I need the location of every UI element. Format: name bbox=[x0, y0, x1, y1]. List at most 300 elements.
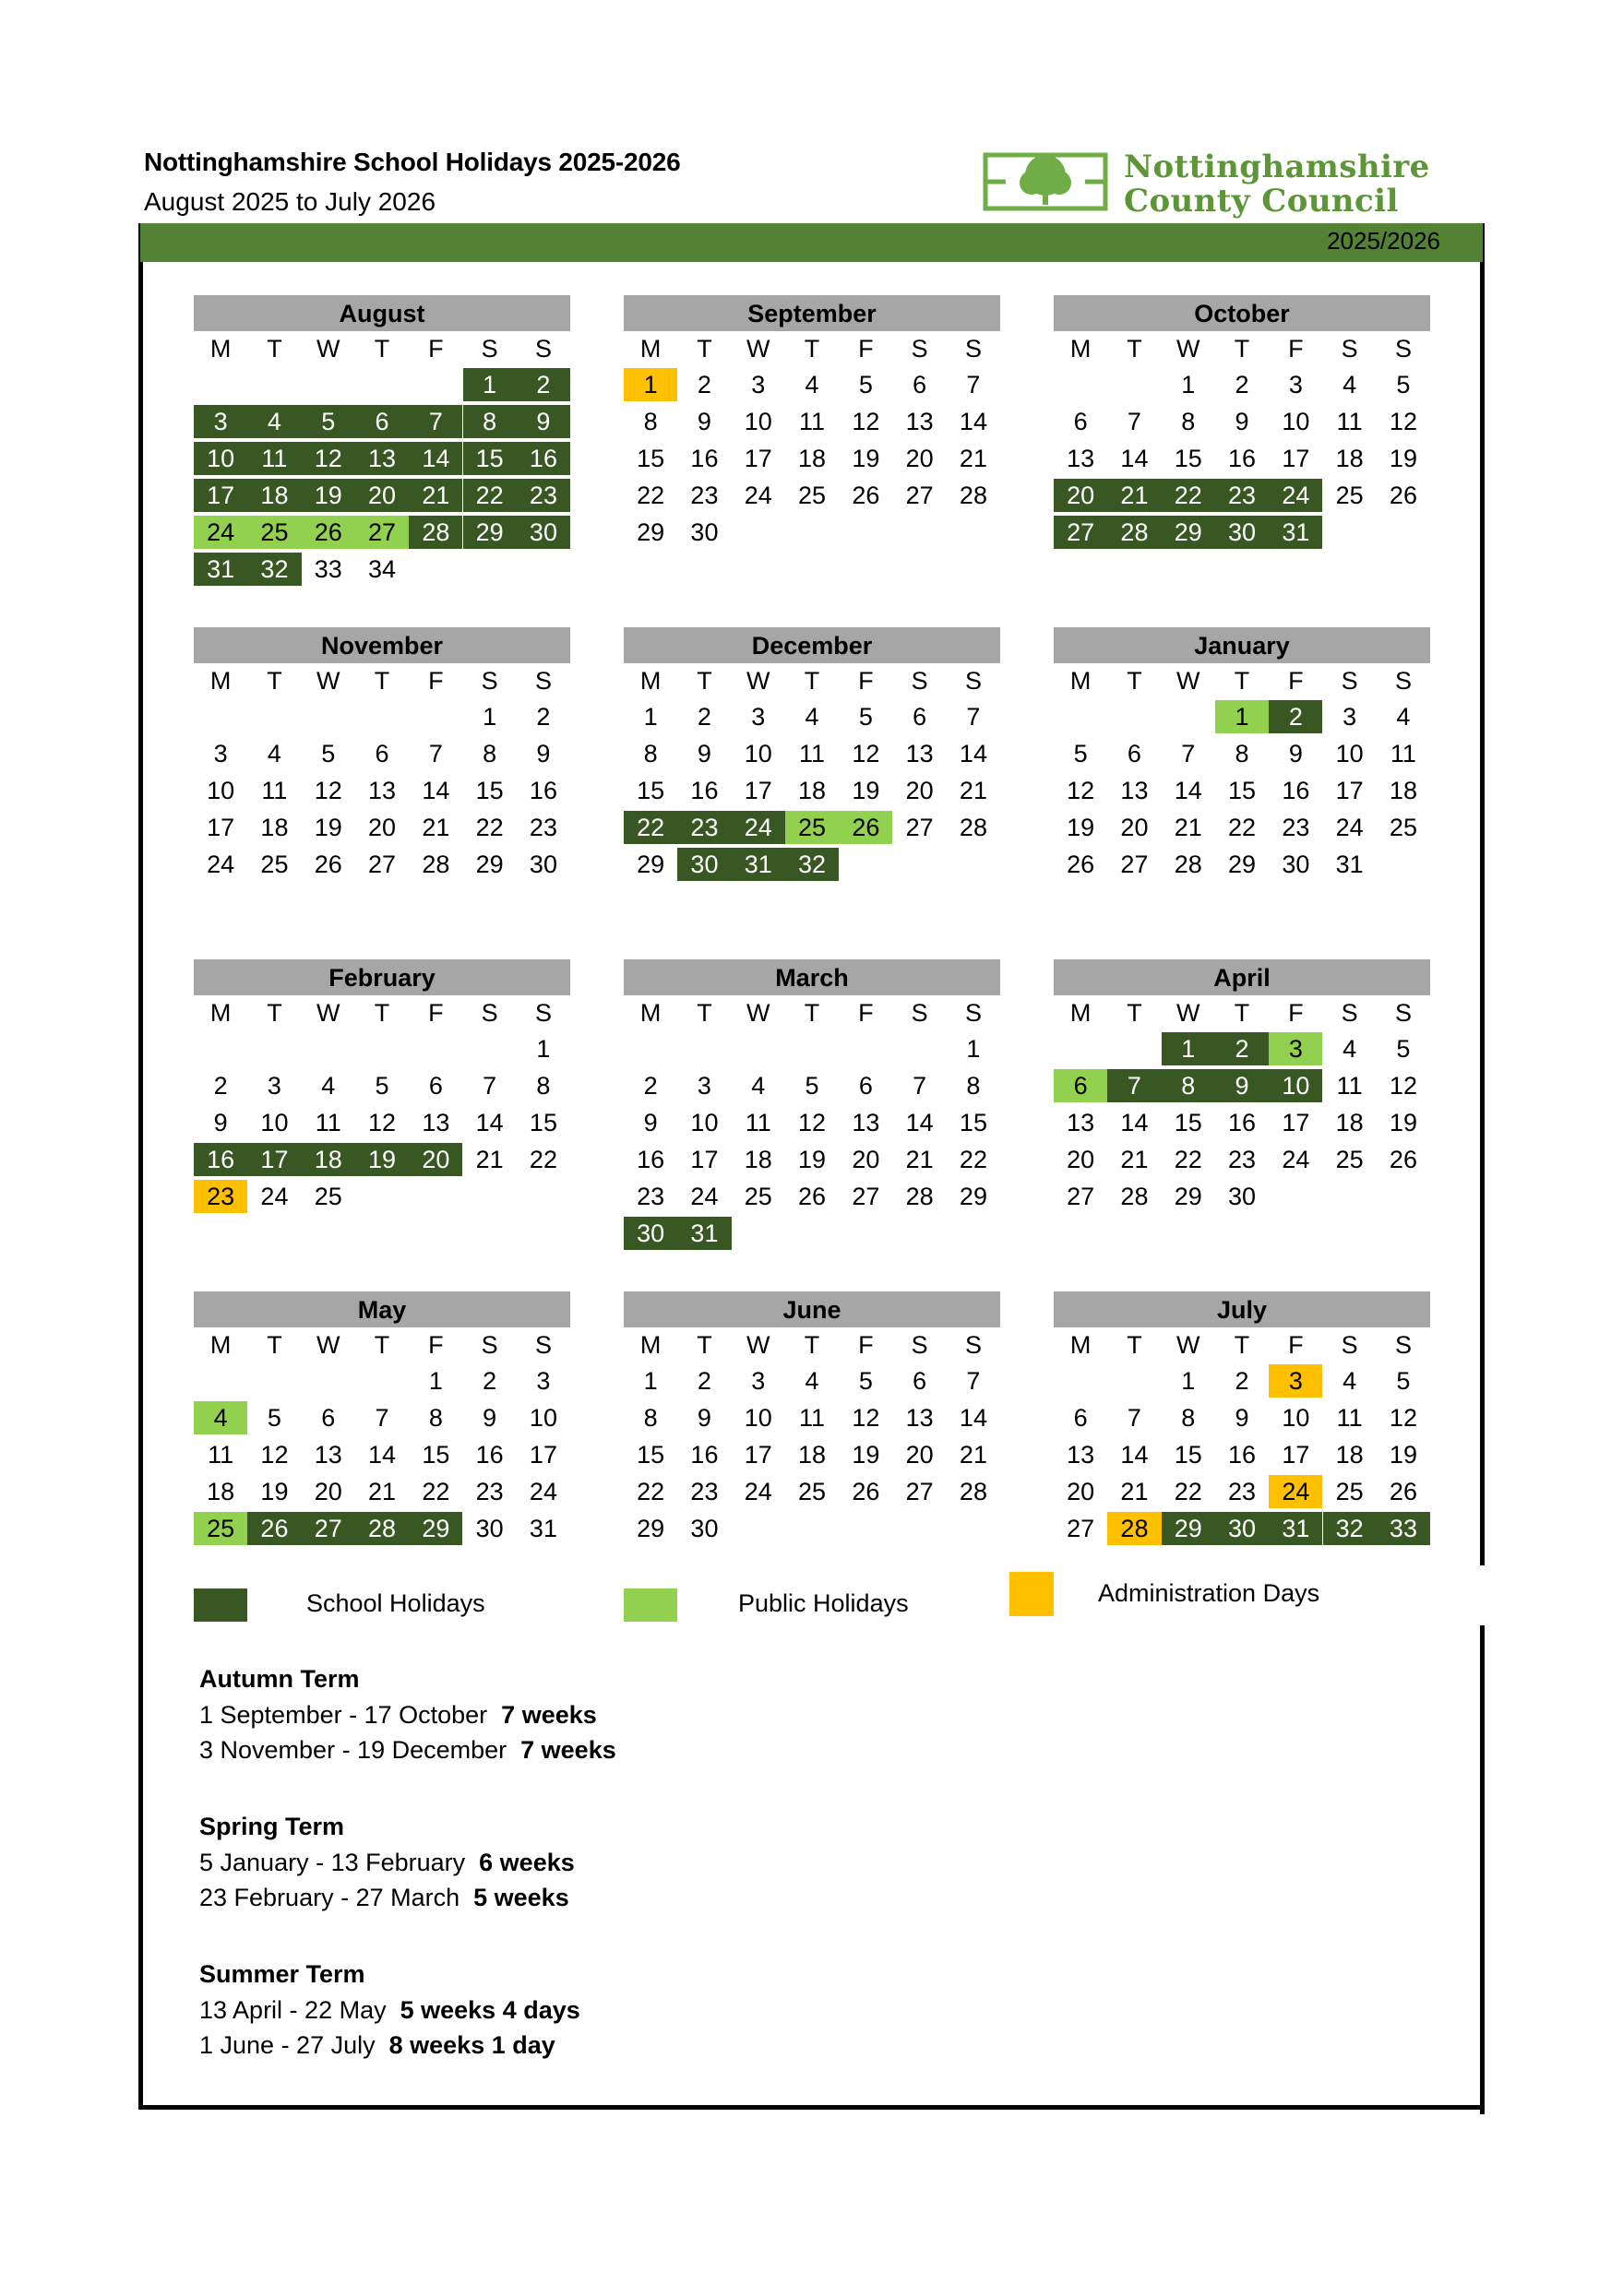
day-cell: 21 bbox=[475, 1146, 504, 1173]
day-cell: 13 bbox=[314, 1441, 342, 1469]
day-cell: 27 bbox=[852, 1183, 880, 1210]
weekday-label: S bbox=[964, 335, 982, 363]
day-cell: 9 bbox=[697, 740, 711, 767]
weekday-label: F bbox=[858, 667, 874, 695]
term-range-text: 23 February - 27 March bbox=[199, 1884, 474, 1911]
weekday-label: S bbox=[534, 667, 552, 695]
day-cell: 15 bbox=[637, 777, 665, 804]
council-logo-text bbox=[1124, 150, 1430, 219]
day-cell: 7 bbox=[375, 1404, 389, 1432]
weekday-label: F bbox=[1288, 667, 1304, 695]
day-cell: 19 bbox=[1389, 445, 1417, 472]
day-cell: 4 bbox=[1396, 703, 1411, 731]
day-cell: 21 bbox=[1107, 479, 1161, 512]
day-cell: 20 bbox=[905, 445, 934, 472]
day-cell: 18 bbox=[1335, 445, 1364, 472]
day-cell: 30 bbox=[1228, 1183, 1257, 1210]
day-cell: 11 bbox=[261, 777, 288, 804]
day-cell: 25 bbox=[1335, 482, 1364, 509]
weekday-label: W bbox=[746, 999, 770, 1027]
weekday-label: S bbox=[481, 667, 498, 695]
day-cell: 5 bbox=[1396, 1367, 1411, 1395]
day-cell: 9 bbox=[1288, 740, 1303, 767]
legend-label-school: School Holidays bbox=[306, 1589, 485, 1617]
day-cell: 27 bbox=[905, 482, 934, 509]
day-cell: 30 bbox=[517, 516, 570, 549]
day-cell: 24 bbox=[744, 1478, 772, 1505]
day-cell: 23 bbox=[677, 811, 731, 844]
day-cell: 23 bbox=[194, 1180, 247, 1213]
day-cell: 30 bbox=[624, 1217, 677, 1250]
year-label: 2025/2026 bbox=[1327, 227, 1440, 255]
day-cell: 10 bbox=[744, 740, 772, 767]
day-cell: 27 bbox=[1067, 1515, 1095, 1542]
day-cell: 8 bbox=[1181, 1404, 1196, 1432]
day-cell: 26 bbox=[839, 811, 892, 844]
day-cell: 25 bbox=[247, 516, 301, 549]
month-august bbox=[194, 295, 570, 583]
day-cell: 22 bbox=[637, 1478, 665, 1505]
day-cell: 27 bbox=[1120, 851, 1149, 878]
day-cell: 29 bbox=[463, 516, 517, 549]
weekday-label: T bbox=[697, 1331, 712, 1359]
day-cell: 14 bbox=[409, 442, 462, 475]
weekday-label: M bbox=[639, 1331, 662, 1359]
day-cell: 21 bbox=[368, 1478, 397, 1505]
month-november bbox=[194, 627, 570, 878]
day-cell: 22 bbox=[1228, 814, 1257, 841]
day-cell: 12 bbox=[1389, 1072, 1417, 1100]
day-cell: 27 bbox=[1067, 1183, 1095, 1210]
day-cell: 11 bbox=[247, 442, 301, 475]
page-subtitle: August 2025 to July 2026 bbox=[144, 187, 436, 216]
day-cell: 31 bbox=[1269, 516, 1322, 549]
day-cell: 10 bbox=[260, 1109, 289, 1136]
weekday-label: S bbox=[534, 999, 552, 1027]
day-cell: 24 bbox=[260, 1183, 289, 1210]
weekday-label: S bbox=[481, 335, 498, 363]
month-march bbox=[624, 959, 1000, 1247]
day-cell: 12 bbox=[260, 1441, 289, 1469]
day-cell: 12 bbox=[314, 777, 342, 804]
day-cell: 23 bbox=[1228, 1478, 1257, 1505]
day-cell: 15 bbox=[422, 1441, 450, 1469]
day-cell: 14 bbox=[1120, 1109, 1149, 1136]
day-cell: 19 bbox=[798, 1146, 827, 1173]
day-cell: 31 bbox=[1269, 1512, 1322, 1545]
weekday-label: M bbox=[209, 667, 232, 695]
day-cell: 26 bbox=[247, 1512, 301, 1545]
month-december bbox=[624, 627, 1000, 878]
weekday-label: T bbox=[1234, 999, 1250, 1027]
day-cell: 15 bbox=[529, 1109, 557, 1136]
day-cell: 1 bbox=[463, 368, 517, 401]
day-cell: 17 bbox=[1282, 445, 1310, 472]
weekday-label: T bbox=[1127, 667, 1142, 695]
frame-right-edge bbox=[1480, 1625, 1485, 2114]
weekday-label: T bbox=[374, 999, 390, 1027]
day-cell: 32 bbox=[1323, 1512, 1377, 1545]
term-title: Autumn Term bbox=[199, 1665, 360, 1693]
day-cell: 1 bbox=[1215, 700, 1269, 733]
day-cell: 29 bbox=[637, 1515, 665, 1542]
day-cell: 17 bbox=[1282, 1441, 1310, 1469]
weekday-label: T bbox=[697, 667, 712, 695]
day-cell: 23 bbox=[690, 1478, 719, 1505]
weekday-label: M bbox=[639, 999, 662, 1027]
day-cell: 23 bbox=[1228, 1146, 1257, 1173]
day-cell: 13 bbox=[1120, 777, 1149, 804]
day-cell: 30 bbox=[677, 848, 731, 881]
day-cell: 8 bbox=[966, 1072, 981, 1100]
day-cell: 6 bbox=[913, 703, 927, 731]
day-cell: 28 bbox=[905, 1183, 934, 1210]
day-cell: 10 bbox=[1269, 1069, 1322, 1102]
day-cell: 6 bbox=[428, 1072, 443, 1100]
weekday-label: S bbox=[481, 999, 498, 1027]
day-cell: 4 bbox=[267, 740, 281, 767]
day-cell: 13 bbox=[368, 777, 397, 804]
day-cell: 16 bbox=[517, 442, 570, 475]
day-cell: 23 bbox=[637, 1183, 665, 1210]
month-name: January bbox=[1054, 627, 1430, 663]
day-cell: 7 bbox=[483, 1072, 497, 1100]
day-cell: 15 bbox=[463, 442, 517, 475]
month-july bbox=[1054, 1291, 1430, 1542]
month-name: June bbox=[624, 1291, 1000, 1327]
weekday-label: W bbox=[316, 335, 340, 363]
day-cell: 5 bbox=[858, 371, 873, 399]
weekday-header-row bbox=[624, 1327, 1000, 1364]
day-cell: 21 bbox=[409, 479, 462, 512]
weekday-header-row bbox=[194, 331, 570, 368]
day-cell: 17 bbox=[529, 1441, 557, 1469]
day-cell: 33 bbox=[314, 555, 342, 583]
day-cell: 26 bbox=[1067, 851, 1095, 878]
term-weeks-text: 7 weeks bbox=[501, 1701, 597, 1729]
weekday-label: W bbox=[746, 667, 770, 695]
day-cell: 32 bbox=[785, 848, 839, 881]
day-cell: 1 bbox=[643, 1367, 658, 1395]
day-cell: 3 bbox=[194, 405, 247, 438]
term-weeks-text: 7 weeks bbox=[520, 1736, 616, 1764]
day-cell: 8 bbox=[463, 405, 517, 438]
day-cell: 1 bbox=[1181, 371, 1196, 399]
weekday-label: S bbox=[534, 1331, 552, 1359]
weekday-label: T bbox=[804, 999, 820, 1027]
weekday-label: W bbox=[1176, 667, 1200, 695]
weekday-label: W bbox=[746, 1331, 770, 1359]
day-cell: 21 bbox=[1120, 1478, 1149, 1505]
weekday-label: T bbox=[804, 1331, 820, 1359]
day-cell: 17 bbox=[744, 777, 772, 804]
day-cell: 6 bbox=[1073, 1404, 1088, 1432]
legend-label-public: Public Holidays bbox=[738, 1589, 909, 1617]
weekday-label: F bbox=[1288, 999, 1304, 1027]
day-cell: 9 bbox=[643, 1109, 658, 1136]
day-cell: 23 bbox=[690, 482, 719, 509]
month-may bbox=[194, 1291, 570, 1542]
day-cell: 3 bbox=[1288, 371, 1303, 399]
day-cell: 15 bbox=[637, 1441, 665, 1469]
day-cell: 2 bbox=[1269, 700, 1322, 733]
day-cell: 1 bbox=[483, 703, 497, 731]
weekday-label: T bbox=[1234, 667, 1250, 695]
day-cell: 26 bbox=[1389, 1146, 1417, 1173]
day-cell: 26 bbox=[852, 482, 880, 509]
day-cell: 9 bbox=[517, 405, 570, 438]
day-cell: 13 bbox=[422, 1109, 450, 1136]
day-cell: 31 bbox=[529, 1515, 557, 1542]
day-cell: 9 bbox=[697, 408, 711, 435]
month-name: March bbox=[624, 959, 1000, 995]
day-cell: 21 bbox=[422, 814, 450, 841]
day-cell: 26 bbox=[314, 851, 342, 878]
day-cell: 7 bbox=[966, 1367, 981, 1395]
day-cell: 7 bbox=[1127, 408, 1141, 435]
day-cell: 21 bbox=[959, 1441, 987, 1469]
day-cell: 18 bbox=[260, 814, 289, 841]
day-cell: 29 bbox=[475, 851, 504, 878]
weekday-label: M bbox=[1069, 1331, 1092, 1359]
term-date-range bbox=[199, 2028, 580, 2063]
day-cell: 15 bbox=[637, 445, 665, 472]
weekday-label: T bbox=[804, 667, 820, 695]
day-cell: 9 bbox=[483, 1404, 497, 1432]
day-cell: 6 bbox=[1127, 740, 1141, 767]
day-cell: 25 bbox=[194, 1512, 247, 1545]
day-cell: 10 bbox=[194, 442, 247, 475]
term-date-range bbox=[199, 1880, 575, 1915]
day-cell: 34 bbox=[368, 555, 397, 583]
legend-label-admin: Administration Days bbox=[1098, 1579, 1320, 1607]
day-cell: 12 bbox=[798, 1109, 827, 1136]
day-cell: 21 bbox=[1174, 814, 1202, 841]
day-cell: 30 bbox=[529, 851, 557, 878]
weekday-label: M bbox=[639, 667, 662, 695]
day-cell: 6 bbox=[1073, 408, 1088, 435]
day-cell: 24 bbox=[207, 851, 235, 878]
day-cell: 23 bbox=[517, 479, 570, 512]
day-cell: 11 bbox=[208, 1441, 234, 1469]
term-date-range bbox=[199, 1697, 616, 1732]
day-cell: 27 bbox=[355, 516, 409, 549]
day-cell: 6 bbox=[375, 740, 389, 767]
day-cell: 8 bbox=[1162, 1069, 1215, 1102]
day-cell: 3 bbox=[1269, 1032, 1322, 1065]
day-cell: 28 bbox=[959, 1478, 987, 1505]
day-cell: 11 bbox=[1336, 1072, 1363, 1100]
day-cell: 19 bbox=[355, 1143, 409, 1176]
day-cell: 28 bbox=[409, 516, 462, 549]
weekday-label: S bbox=[1341, 667, 1358, 695]
day-cell: 18 bbox=[1389, 777, 1417, 804]
day-cell: 20 bbox=[905, 777, 934, 804]
day-cell: 13 bbox=[905, 740, 934, 767]
day-cell: 5 bbox=[267, 1404, 281, 1432]
weekday-header-row bbox=[194, 663, 570, 700]
day-cell: 18 bbox=[1335, 1109, 1364, 1136]
weekday-label: S bbox=[1394, 335, 1412, 363]
day-cell: 11 bbox=[799, 1404, 826, 1432]
day-cell: 7 bbox=[913, 1072, 927, 1100]
day-cell: 13 bbox=[905, 408, 934, 435]
day-cell: 24 bbox=[744, 482, 772, 509]
day-cell: 6 bbox=[913, 1367, 927, 1395]
day-cell: 19 bbox=[302, 479, 355, 512]
day-cell: 22 bbox=[637, 482, 665, 509]
day-cell: 15 bbox=[1174, 1441, 1202, 1469]
day-cell: 11 bbox=[1336, 408, 1363, 435]
day-cell: 8 bbox=[643, 408, 658, 435]
weekday-label: W bbox=[1176, 1331, 1200, 1359]
weekday-label: S bbox=[1394, 999, 1412, 1027]
day-cell: 8 bbox=[643, 740, 658, 767]
day-cell: 29 bbox=[637, 518, 665, 546]
weekday-label: T bbox=[267, 1331, 282, 1359]
day-cell: 5 bbox=[1396, 1035, 1411, 1063]
page-title: Nottinghamshire School Holidays 2025-2026 bbox=[144, 148, 681, 176]
day-cell: 7 bbox=[966, 703, 981, 731]
weekday-label: W bbox=[316, 999, 340, 1027]
day-cell: 22 bbox=[1162, 479, 1215, 512]
weekday-label: M bbox=[209, 1331, 232, 1359]
day-cell: 31 bbox=[194, 553, 247, 586]
day-cell: 24 bbox=[1269, 1475, 1322, 1508]
day-cell: 26 bbox=[302, 516, 355, 549]
month-june bbox=[624, 1291, 1000, 1542]
weekday-label: M bbox=[209, 999, 232, 1027]
day-cell: 8 bbox=[483, 740, 497, 767]
weekday-header-row bbox=[1054, 995, 1430, 1032]
day-cell: 29 bbox=[1162, 516, 1215, 549]
weekday-label: W bbox=[316, 667, 340, 695]
day-cell: 17 bbox=[207, 814, 235, 841]
day-cell: 5 bbox=[302, 405, 355, 438]
day-cell: 13 bbox=[1067, 1441, 1095, 1469]
day-cell: 20 bbox=[1120, 814, 1149, 841]
weekday-label: S bbox=[964, 667, 982, 695]
weekday-label: W bbox=[316, 1331, 340, 1359]
weekday-header-row bbox=[1054, 663, 1430, 700]
day-cell: 27 bbox=[302, 1512, 355, 1545]
term-range-text: 1 June - 27 July bbox=[199, 2031, 389, 2059]
term-date-range bbox=[199, 1732, 616, 1767]
day-cell: 18 bbox=[798, 445, 827, 472]
weekday-label: S bbox=[481, 1331, 498, 1359]
day-cell: 22 bbox=[529, 1146, 557, 1173]
day-cell: 30 bbox=[690, 518, 719, 546]
day-cell: 18 bbox=[798, 777, 827, 804]
day-cell: 30 bbox=[1282, 851, 1310, 878]
day-cell: 17 bbox=[744, 1441, 772, 1469]
day-cell: 6 bbox=[1054, 1069, 1107, 1102]
day-cell: 7 bbox=[1181, 740, 1196, 767]
day-cell: 20 bbox=[314, 1478, 342, 1505]
day-cell: 25 bbox=[260, 851, 289, 878]
frame-right-edge bbox=[1480, 223, 1485, 1565]
day-cell: 4 bbox=[1343, 1367, 1357, 1395]
day-cell: 29 bbox=[1228, 851, 1257, 878]
day-cell: 2 bbox=[697, 1367, 711, 1395]
month-january bbox=[1054, 627, 1430, 878]
day-cell: 10 bbox=[1282, 408, 1310, 435]
day-cell: 9 bbox=[697, 1404, 711, 1432]
weekday-label: T bbox=[374, 667, 390, 695]
day-cell: 4 bbox=[805, 703, 819, 731]
day-cell: 1 bbox=[643, 703, 658, 731]
day-cell: 26 bbox=[852, 1478, 880, 1505]
month-september bbox=[624, 295, 1000, 546]
day-cell: 19 bbox=[852, 777, 880, 804]
day-cell: 12 bbox=[1389, 1404, 1417, 1432]
day-cell: 9 bbox=[1235, 1404, 1249, 1432]
day-cell: 26 bbox=[1389, 482, 1417, 509]
day-cell: 27 bbox=[905, 1478, 934, 1505]
day-cell: 3 bbox=[697, 1072, 711, 1100]
day-cell: 31 bbox=[1335, 851, 1364, 878]
weekday-label: T bbox=[1234, 1331, 1250, 1359]
weekday-label: S bbox=[1341, 999, 1358, 1027]
weekday-label: F bbox=[1288, 1331, 1304, 1359]
day-cell: 4 bbox=[194, 1401, 247, 1434]
day-cell: 1 bbox=[1181, 1367, 1196, 1395]
day-cell: 10 bbox=[1335, 740, 1364, 767]
day-cell: 15 bbox=[1228, 777, 1257, 804]
day-cell: 7 bbox=[409, 405, 462, 438]
weekday-label: S bbox=[911, 1331, 928, 1359]
day-cell: 19 bbox=[314, 814, 342, 841]
day-cell: 3 bbox=[536, 1367, 551, 1395]
day-cell: 25 bbox=[1335, 1478, 1364, 1505]
term-weeks-text: 6 weeks bbox=[479, 1849, 575, 1876]
day-cell: 4 bbox=[321, 1072, 336, 1100]
day-cell: 25 bbox=[798, 482, 827, 509]
weekday-label: F bbox=[428, 335, 444, 363]
weekday-label: T bbox=[804, 335, 820, 363]
weekday-label: S bbox=[911, 999, 928, 1027]
day-cell: 16 bbox=[1228, 1441, 1257, 1469]
day-cell: 16 bbox=[1228, 1109, 1257, 1136]
weekday-label: W bbox=[1176, 999, 1200, 1027]
day-cell: 16 bbox=[194, 1143, 247, 1176]
day-cell: 15 bbox=[1174, 1109, 1202, 1136]
weekday-label: W bbox=[746, 335, 770, 363]
day-cell: 9 bbox=[213, 1109, 228, 1136]
month-name: February bbox=[194, 959, 570, 995]
month-name: August bbox=[194, 295, 570, 331]
weekday-label: F bbox=[1288, 335, 1304, 363]
day-cell: 14 bbox=[959, 1404, 987, 1432]
day-cell: 17 bbox=[194, 479, 247, 512]
day-cell: 28 bbox=[1107, 516, 1161, 549]
day-cell: 30 bbox=[1215, 1512, 1269, 1545]
day-cell: 20 bbox=[852, 1146, 880, 1173]
day-cell: 2 bbox=[697, 371, 711, 399]
day-cell: 33 bbox=[1377, 1512, 1430, 1545]
weekday-header-row bbox=[194, 995, 570, 1032]
day-cell: 31 bbox=[677, 1217, 731, 1250]
day-cell: 20 bbox=[1054, 479, 1107, 512]
month-name: December bbox=[624, 627, 1000, 663]
day-cell: 5 bbox=[321, 740, 336, 767]
day-cell: 14 bbox=[1120, 1441, 1149, 1469]
term-range-text: 1 September - 17 October bbox=[199, 1701, 502, 1729]
day-cell: 17 bbox=[744, 445, 772, 472]
day-cell: 16 bbox=[475, 1441, 504, 1469]
day-cell: 16 bbox=[690, 1441, 719, 1469]
month-name: May bbox=[194, 1291, 570, 1327]
